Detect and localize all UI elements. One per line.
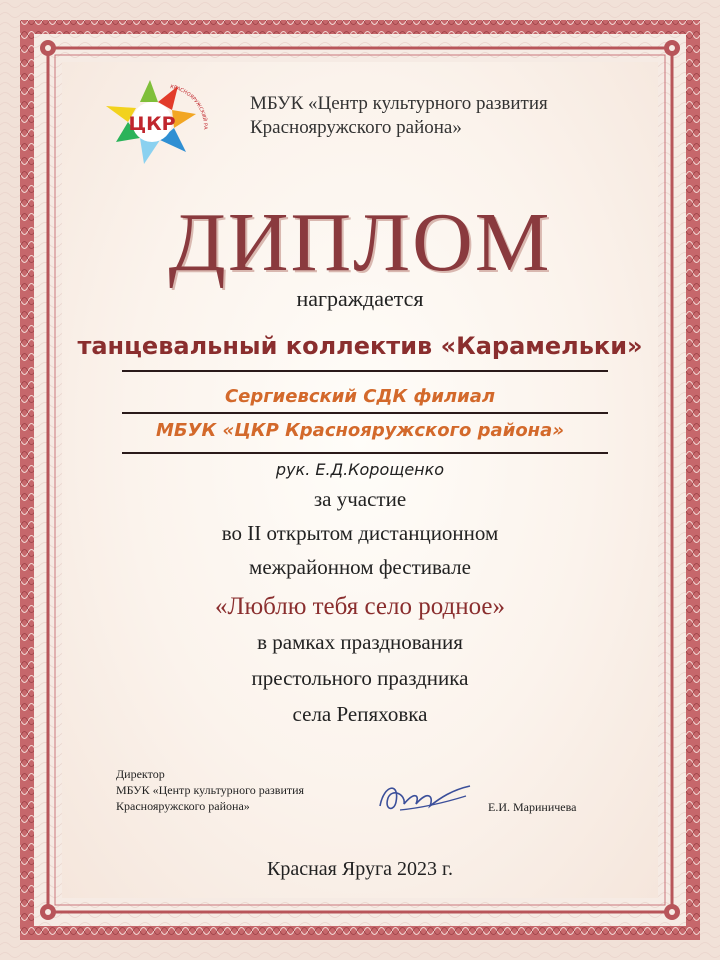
- org-header-line-2: Краснояружского района»: [250, 117, 462, 138]
- divider-line: [122, 370, 608, 372]
- handwritten-signature: [370, 772, 480, 822]
- awarded-label: награждается: [296, 286, 424, 311]
- divider-line: [122, 412, 608, 414]
- svg-text:ЦКР: ЦКР: [128, 113, 176, 135]
- org-header-line-1: МБУК «Центр культурного развития: [250, 93, 548, 114]
- signatory-org-line-1: МБУК «Центр культурного развития: [116, 783, 305, 797]
- leader-name: рук. Е.Д.Корощенко: [275, 460, 445, 479]
- body-line-3: межрайонном фестивале: [249, 555, 471, 579]
- festival-name: «Люблю тебя село родное»: [214, 593, 505, 620]
- place-and-year: Красная Яруга 2023 г.: [267, 858, 453, 880]
- signatory-role: Директор: [116, 767, 165, 781]
- body-line-1: за участие: [313, 487, 407, 511]
- cultural-center-logo: [100, 72, 216, 172]
- body-line-6: престольного праздника: [251, 666, 469, 690]
- body-line-5: в рамках празднования: [257, 630, 463, 654]
- diploma-title: ДИПЛОМ: [168, 196, 552, 289]
- body-line-2: во II открытом дистанционном: [221, 521, 499, 545]
- organization-header: [250, 92, 650, 140]
- svg-text:КРАСНОЯРУЖСКИЙ РАЙОН: КРАСНОЯРУЖСКИЙ РА: [169, 84, 209, 130]
- signatory-block: [116, 766, 396, 814]
- divider-line: [122, 452, 608, 454]
- body-line-7: села Репяховка: [292, 702, 428, 726]
- signatory-name: Е.И. Мариничева: [488, 800, 577, 814]
- recipient-name: танцевальный коллектив «Карамельки»: [77, 332, 643, 360]
- signatory-org-line-2: Краснояружского района»: [116, 799, 250, 813]
- branch-name: Сергиевский СДК филиал: [224, 386, 496, 407]
- parent-organization: МБУК «ЦКР Краснояружского района»: [156, 420, 564, 441]
